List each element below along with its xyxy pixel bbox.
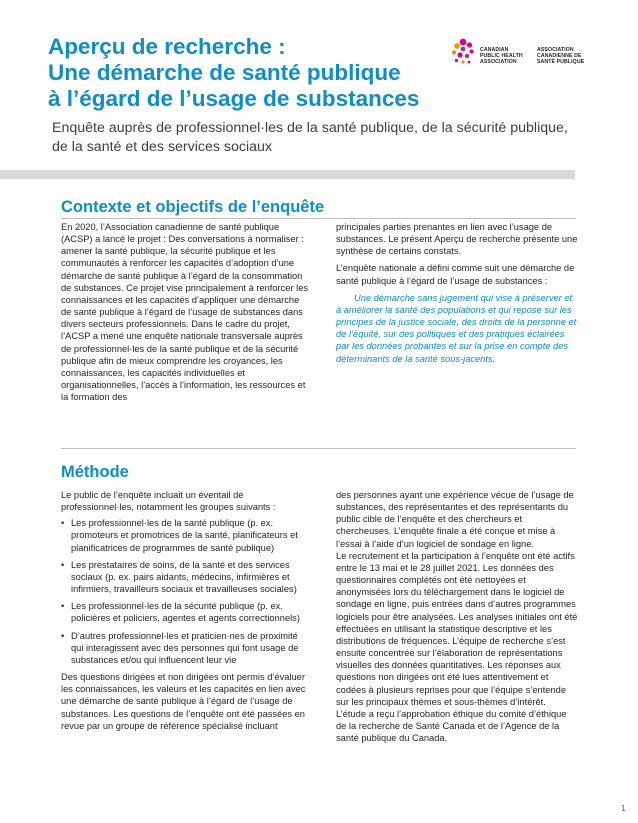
header-divider-bar bbox=[0, 170, 575, 179]
list-item: • Les prestataires de soins, de la santé et des services sociaux (p. ex. pairs aidants, médecins, infirmières et infirmiers, travailleurs sociaux et travailleuses sociales) bbox=[61, 559, 307, 595]
paragraph: Des questions dirigées et non dirigées ont permis d’évaluer les connaissances, les valeurs et les capacités en lien avec une démarche de santé publique à l’égard de l’usage de substances. Les questions de l’enquête ont été passées en revue par un groupe de référence spécialisé incluant bbox=[61, 672, 306, 731]
page-number: 1 bbox=[621, 804, 626, 813]
section-heading-methode: Méthode bbox=[61, 463, 129, 481]
paragraph: principales parties prenantes en lien avec l’usage de substances. Le présent Aperçu de recherche présente une synthèse de certains constats. bbox=[336, 222, 578, 257]
section-divider bbox=[61, 448, 576, 449]
paragraph: Le recrutement et la participation à l’enquête ont été actifs entre le 13 mai et le 28 juillet 2021. Les données des questionnaires complétés ont été nettoyées et anonymisées lors du téléchargement dans le logiciel de sondage en ligne, puis entrées dans d’autres programmes logiciels pour être analysées. Les analyses initiales ont été effectuées en utilisant la statistique descriptive et les distributions de fréquences. L’équipe de recherche s’est ensuite concentrée sur l’élaboration de représentations visuelles des données quantitatives. Les réponses aux questions non dirigées ont été lues attentivement et codées à plusieurs reprises pour que l’équipe s’entende sur les principaux thèmes et sous-thèmes d’intérêt. bbox=[336, 550, 578, 707]
definition-quote: Une démarche sans jugement qui vise à préserver et à améliorer la santé des populations et qui repose sur les principes de la justice sociale, des droits de la personne et de l’équité, sur des politiques et des pratiques éclairées par les données probantes et sur la prise en compte des déterminants de la santé sous-jacents. bbox=[336, 292, 577, 364]
paragraph: L’étude a reçu l’approbation éthique du comité d’éthique de la recherche de Santé Canada et de l’Agence de la santé publique du Canada. bbox=[336, 708, 567, 744]
list-item: • Les professionnel·les de la sécurité publique (p. ex. policières et policiers, agentes et agents correctionnels) bbox=[61, 600, 307, 624]
page-title bbox=[48, 34, 448, 112]
list-item: • Les professionnel·les de la santé publique (p. ex. promoteurs et promotrices de la santé, planificateurs et planificatrices de programmes de santé publique) bbox=[61, 517, 307, 553]
contexte-left-column bbox=[61, 221, 310, 403]
list-item: • D’autres professionnel·les et praticien·nes de proximité qui interagissent avec des personnes qui font usage de substances et/ou qui influencent leur vie bbox=[61, 630, 307, 666]
title-line-1: Aperçu de recherche : bbox=[48, 34, 286, 59]
paragraph: L’enquête nationale a défini comme suit une démarche de santé publique à l’égard de l’usage de substances : bbox=[336, 263, 575, 286]
paragraph: En 2020, l’Association canadienne de santé publique (ACSP) a lancé le projet : Des conversations à normaliser : amener la santé publique, la sécurité publique et les communautés à renforcer les capacités d’adoption d’une démarche de santé publique à l’égard de la consommation de substances. Ce projet vise principalement à renforcer les connaissances et les capacités d’appliquer une démarche de santé publique à l’égard de l’usage de substances dans divers secteurs professionnels. Dans le cadre du projet, l’ACSP a mené une enquête nationale transversale auprès de professionnel·les de la santé publique et de la sécurité publique afin de mieux comprendre les croyances, les connaissances, les capacités individuelles et organisationnelles, l’accès à l’information, les ressources et la formation des bbox=[61, 222, 309, 403]
audience-list bbox=[61, 517, 307, 666]
logo-text-fr: ASSOCIATION CANADIENNE DE SANTÉ PUBLIQUE bbox=[537, 47, 585, 66]
cpha-logo-mark-icon bbox=[449, 36, 477, 68]
title-line-2: Une démarche de santé publique bbox=[48, 60, 401, 85]
methode-right-column bbox=[336, 489, 579, 744]
page-subtitle: Enquête auprès de professionnel·les de la santé publique, de la sécurité publique, de la santé et des services sociaux bbox=[52, 120, 568, 155]
paragraph: Le public de l’enquête incluait un éventail de professionnel·les, notamment les groupes suivants : bbox=[61, 490, 276, 513]
paragraph: des personnes ayant une expérience vécue de l’usage de substances, des représentantes et des représentants du public cible de l’enquête et des chercheurs et chercheuses. L’enquête finale a été conçue et mise à l’essai à l’aide d’un logiciel de sondage en ligne. bbox=[336, 490, 574, 549]
cpha-logo bbox=[449, 36, 609, 80]
logo-text-en: CANADIAN PUBLIC HEALTH ASSOCIATION bbox=[480, 47, 523, 66]
section-divider bbox=[61, 218, 576, 219]
section-heading-contexte: Contexte et objectifs de l’enquête bbox=[61, 198, 325, 216]
title-line-3: à l’égard de l’usage de substances bbox=[48, 86, 420, 111]
methode-left-column bbox=[61, 489, 307, 732]
contexte-right-column bbox=[336, 221, 579, 365]
